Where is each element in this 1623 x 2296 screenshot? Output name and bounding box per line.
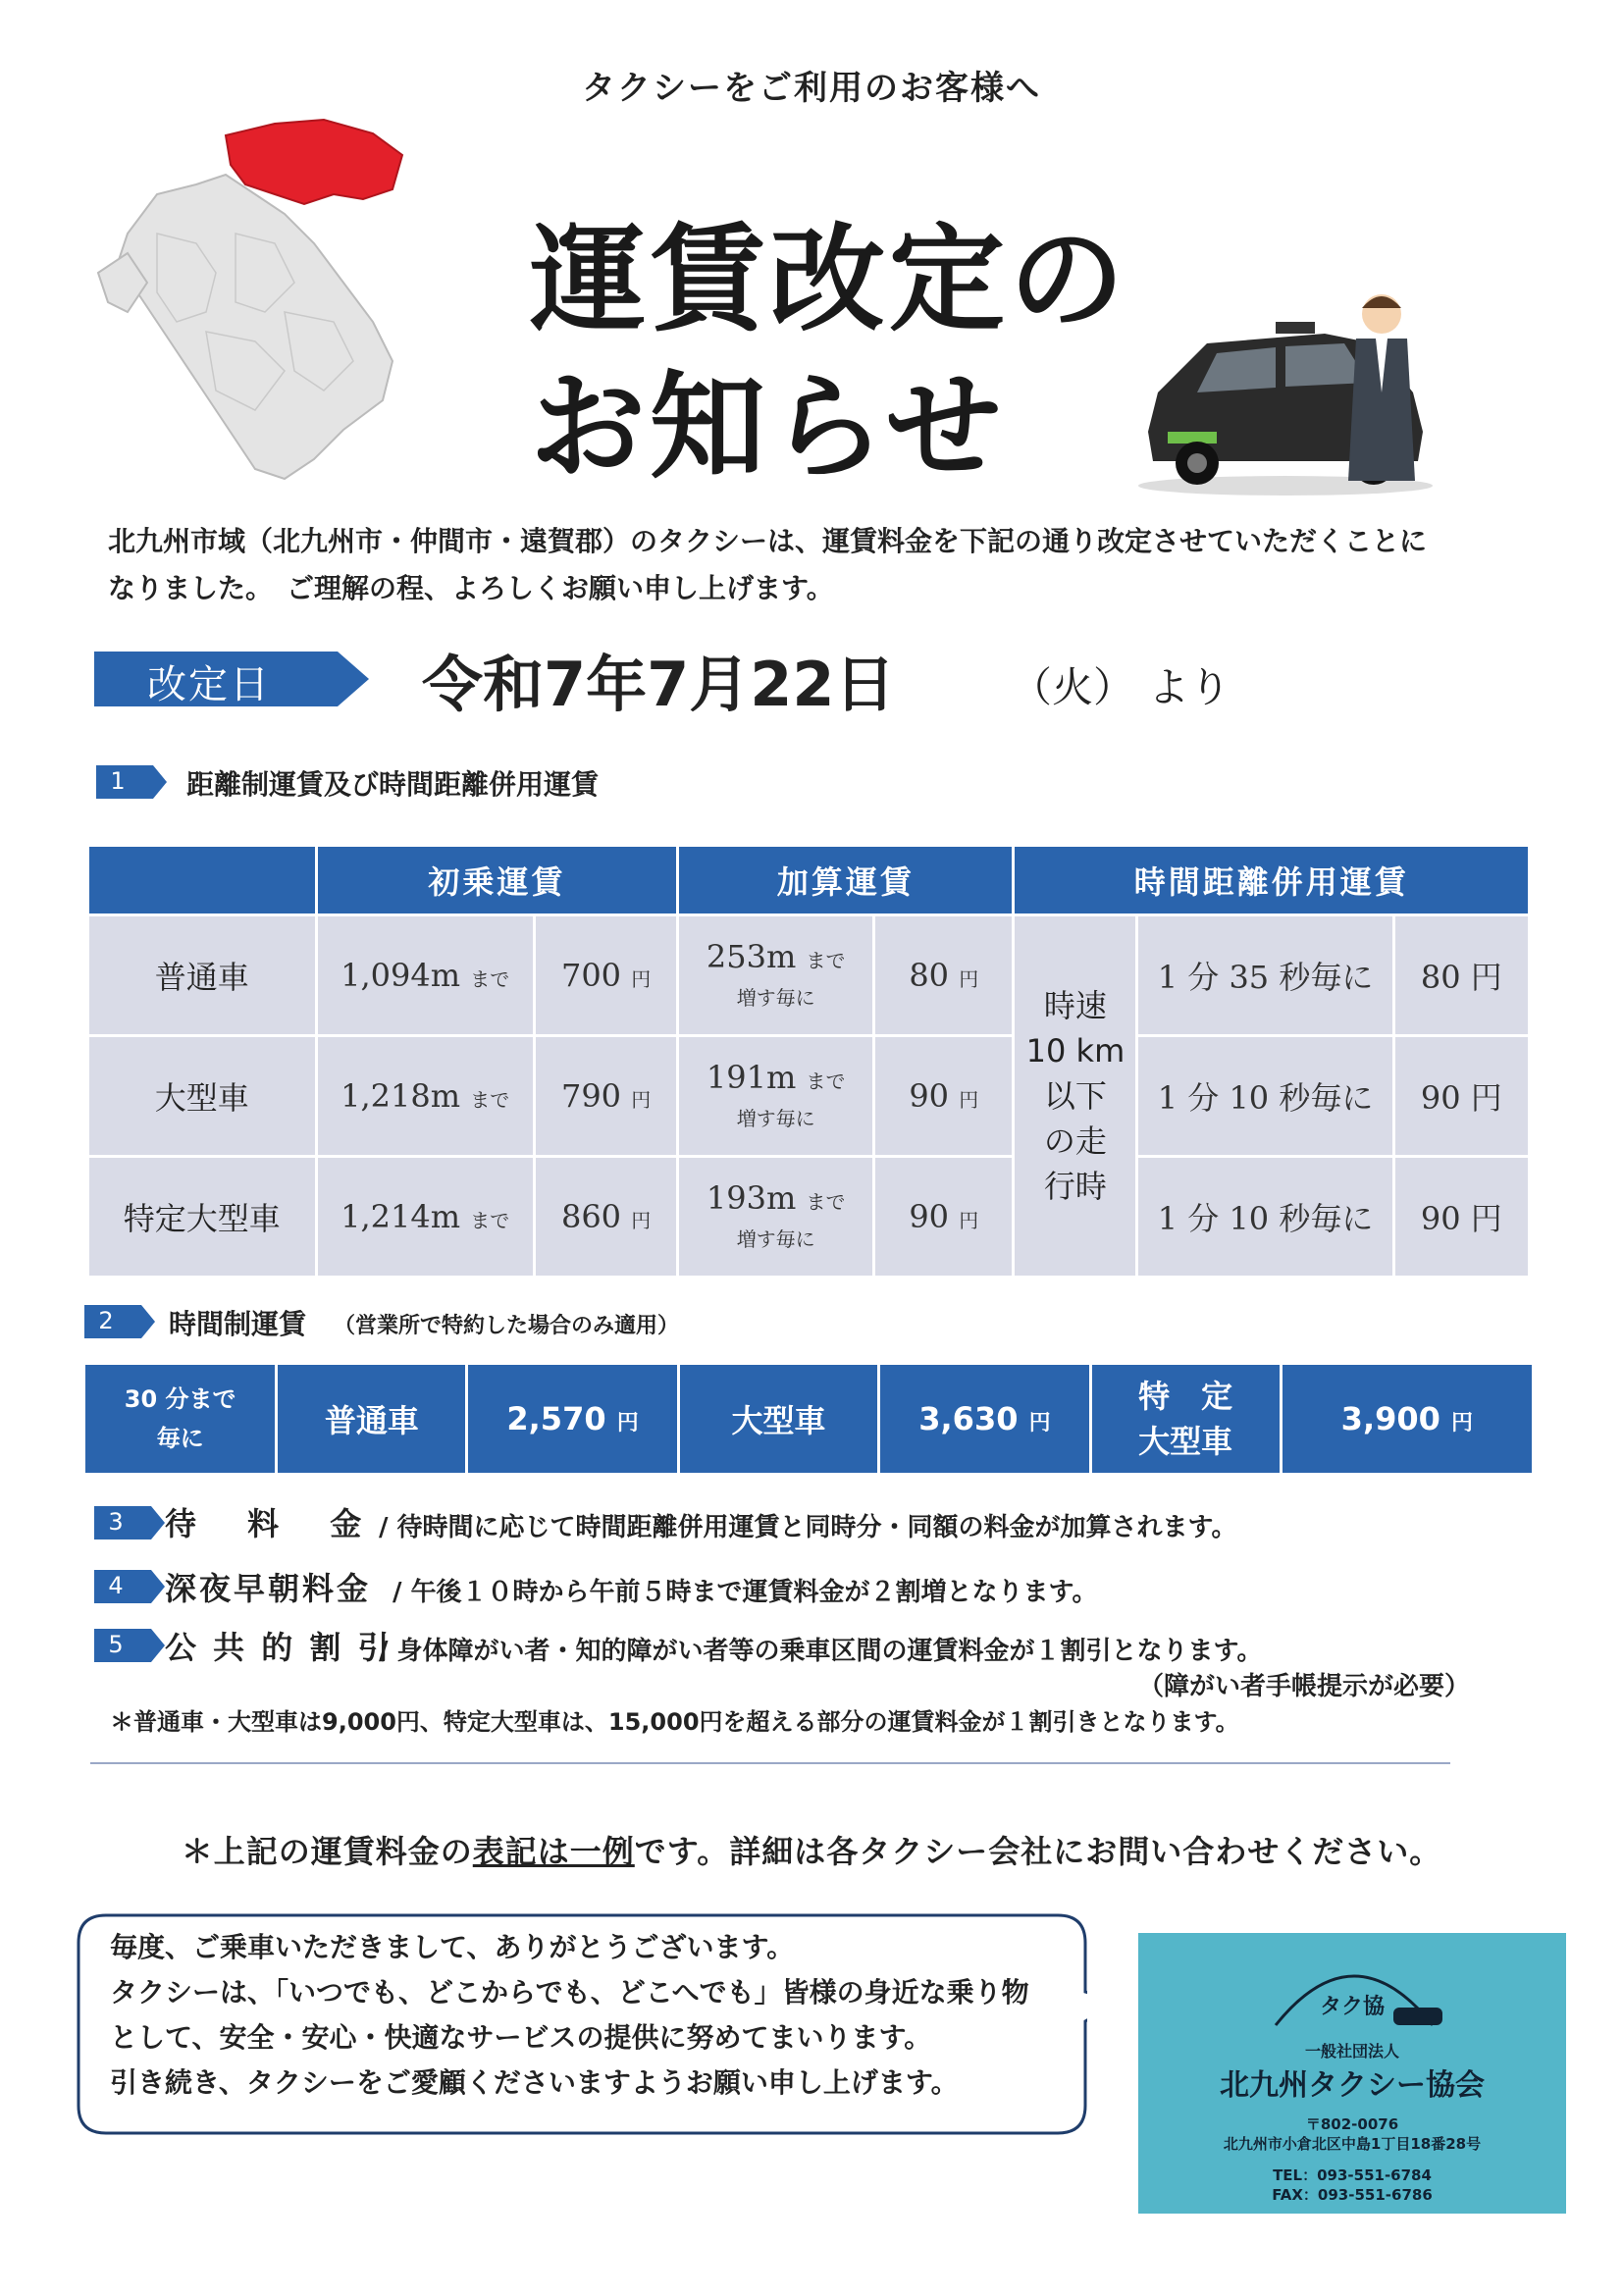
association-address: 北九州市小倉北区中島1丁目18番28号 bbox=[1223, 2135, 1482, 2153]
time-interval: 1 分 35 秒毎に bbox=[1138, 916, 1391, 1034]
revision-date-tag: 改定日 bbox=[147, 662, 271, 707]
added-fare: 80 円 bbox=[875, 916, 1012, 1034]
main-title bbox=[530, 206, 1128, 500]
section1-number: 1 bbox=[110, 767, 126, 795]
association-postal: 〒802-0076 bbox=[1305, 2115, 1399, 2133]
time-fare: 80 円 bbox=[1395, 916, 1528, 1034]
row-vehicle-type: 特定大型車 bbox=[89, 1158, 315, 1276]
association-fax: FAX：093-551-6786 bbox=[1272, 2186, 1433, 2204]
item4-text: / 午後１０時から午前５時まで運賃料金が２割増となります。 bbox=[393, 1578, 1098, 1607]
association-info bbox=[1138, 1933, 1566, 2214]
message-line: として、安全・安心・快適なサービスの提供に努めてまいります。 bbox=[110, 2021, 932, 2054]
association-name: 北九州タクシー協会 bbox=[1220, 2068, 1485, 2103]
message-line: 毎度、ご乗車いただきまして、ありがとうございます。 bbox=[110, 1931, 795, 1963]
table-row bbox=[85, 1365, 1532, 1473]
time-fare: 90 円 bbox=[1395, 1158, 1528, 1276]
item5-text: / 身体障がい者・知的障がい者等の乗車区間の運賃料金が１割引となります。 bbox=[379, 1637, 1263, 1666]
discount-footnote: ＊普通車・大型車は9,000円、特定大型車は、15,000円を超える部分の運賃料金が１割引きとなります。 bbox=[110, 1708, 1239, 1736]
section2-note: （営業所で特約した場合のみ適用） bbox=[334, 1314, 680, 1338]
message-line: タクシーは、「いつでも、どこからでも、どこへでも」皆様の身近な乗り物 bbox=[110, 1976, 1029, 2009]
item5-extra: （障がい者手帳提示が必要） bbox=[1138, 1672, 1471, 1701]
initial-distance: 1,218m まで bbox=[318, 1037, 533, 1155]
revision-suffix: より bbox=[1148, 663, 1231, 711]
header-initial-fare: 初乗運賃 bbox=[318, 847, 677, 913]
time-interval: 1 分 10 秒毎に bbox=[1138, 1158, 1391, 1276]
initial-fare: 700 円 bbox=[536, 916, 676, 1034]
time-fare-table bbox=[82, 1362, 1535, 1476]
section2-number: 2 bbox=[98, 1307, 114, 1334]
association-org-type: 一般社団法人 bbox=[1304, 2042, 1399, 2061]
time-fare-type: 特 定 大型車 bbox=[1092, 1365, 1280, 1473]
initial-fare: 790 円 bbox=[536, 1037, 676, 1155]
revision-weekday: （火） bbox=[1011, 663, 1135, 711]
added-distance: 253m まで 増す毎に bbox=[679, 916, 872, 1034]
added-distance: 193m まで 増す毎に bbox=[679, 1158, 872, 1276]
taxi-illustration bbox=[1128, 285, 1442, 500]
time-fare-type: 大型車 bbox=[680, 1365, 878, 1473]
fare-notice: ＊上記の運賃料金の表記は一例です。詳細は各タクシー会社にお問い合わせください。 bbox=[181, 1833, 1442, 1870]
association-logo-text: タク協 bbox=[1319, 1995, 1385, 2019]
item3-text: / 待時間に応じて時間距離併用運賃と同時分・同額の料金が加算されます。 bbox=[379, 1513, 1237, 1542]
item5-number: 5 bbox=[108, 1631, 124, 1658]
time-fare-type: 普通車 bbox=[278, 1365, 465, 1473]
added-fare: 90 円 bbox=[875, 1037, 1012, 1155]
message-text bbox=[110, 1925, 1029, 2106]
time-fare-value: 3,630 円 bbox=[880, 1365, 1088, 1473]
item3-label: 待 料 金 bbox=[165, 1505, 365, 1542]
item4-number: 4 bbox=[108, 1572, 124, 1599]
message-line: 引き続き、タクシーをご愛顧くださいますようお願い申し上げます。 bbox=[110, 2066, 959, 2099]
added-distance: 191m まで 増す毎に bbox=[679, 1037, 872, 1155]
header-empty bbox=[89, 847, 315, 913]
region-map bbox=[88, 116, 412, 489]
title-line-2: お知らせ bbox=[530, 359, 1006, 495]
header-caption: タクシーをご利用のお客様へ bbox=[582, 69, 1041, 108]
initial-distance: 1,094m まで bbox=[318, 916, 533, 1034]
table-row bbox=[89, 1037, 1528, 1155]
header-time-distance-fare: 時間距離併用運賃 bbox=[1015, 847, 1528, 913]
association-tel: TEL：093-551-6784 bbox=[1273, 2166, 1432, 2184]
added-fare: 90 円 bbox=[875, 1158, 1012, 1276]
table-row bbox=[89, 916, 1528, 1034]
divider bbox=[90, 1762, 1450, 1764]
header-added-fare: 加算運賃 bbox=[679, 847, 1012, 913]
initial-fare: 860 円 bbox=[536, 1158, 676, 1276]
title-line-1: 運賃改定の bbox=[530, 212, 1129, 347]
time-unit: 30 分まで 毎に bbox=[85, 1365, 275, 1473]
section1-title: 距離制運賃及び時間距離併用運賃 bbox=[186, 768, 600, 801]
row-vehicle-type: 大型車 bbox=[89, 1037, 315, 1155]
intro-line-2: なりました。 ご理解の程、よろしくお願い申し上げます。 bbox=[108, 572, 834, 604]
intro-line-1: 北九州市域（北九州市・仲間市・遠賀郡）のタクシーは、運賃料金を下記の通り改定させていただくことに bbox=[108, 525, 1428, 557]
item3-number: 3 bbox=[108, 1508, 124, 1536]
revision-date: 令和7年7月22日 bbox=[422, 649, 896, 720]
intro-text bbox=[108, 518, 1521, 612]
section2-title: 時間制運賃 bbox=[169, 1308, 307, 1340]
time-interval: 1 分 10 秒毎に bbox=[1138, 1037, 1391, 1155]
time-fare-value: 3,900 円 bbox=[1283, 1365, 1532, 1473]
table-row bbox=[89, 1158, 1528, 1276]
item5-label: 公 共 的 割 引 bbox=[165, 1629, 393, 1666]
initial-distance: 1,214m まで bbox=[318, 1158, 533, 1276]
distance-fare-table bbox=[86, 844, 1531, 1278]
row-vehicle-type: 普通車 bbox=[89, 916, 315, 1034]
time-fare-value: 2,570 円 bbox=[468, 1365, 676, 1473]
item4-label: 深夜早朝料金 bbox=[165, 1570, 372, 1607]
time-fare: 90 円 bbox=[1395, 1037, 1528, 1155]
time-condition: 時速 10 km 以下 の走 行時 bbox=[1015, 916, 1135, 1276]
table-header-row bbox=[89, 847, 1528, 913]
